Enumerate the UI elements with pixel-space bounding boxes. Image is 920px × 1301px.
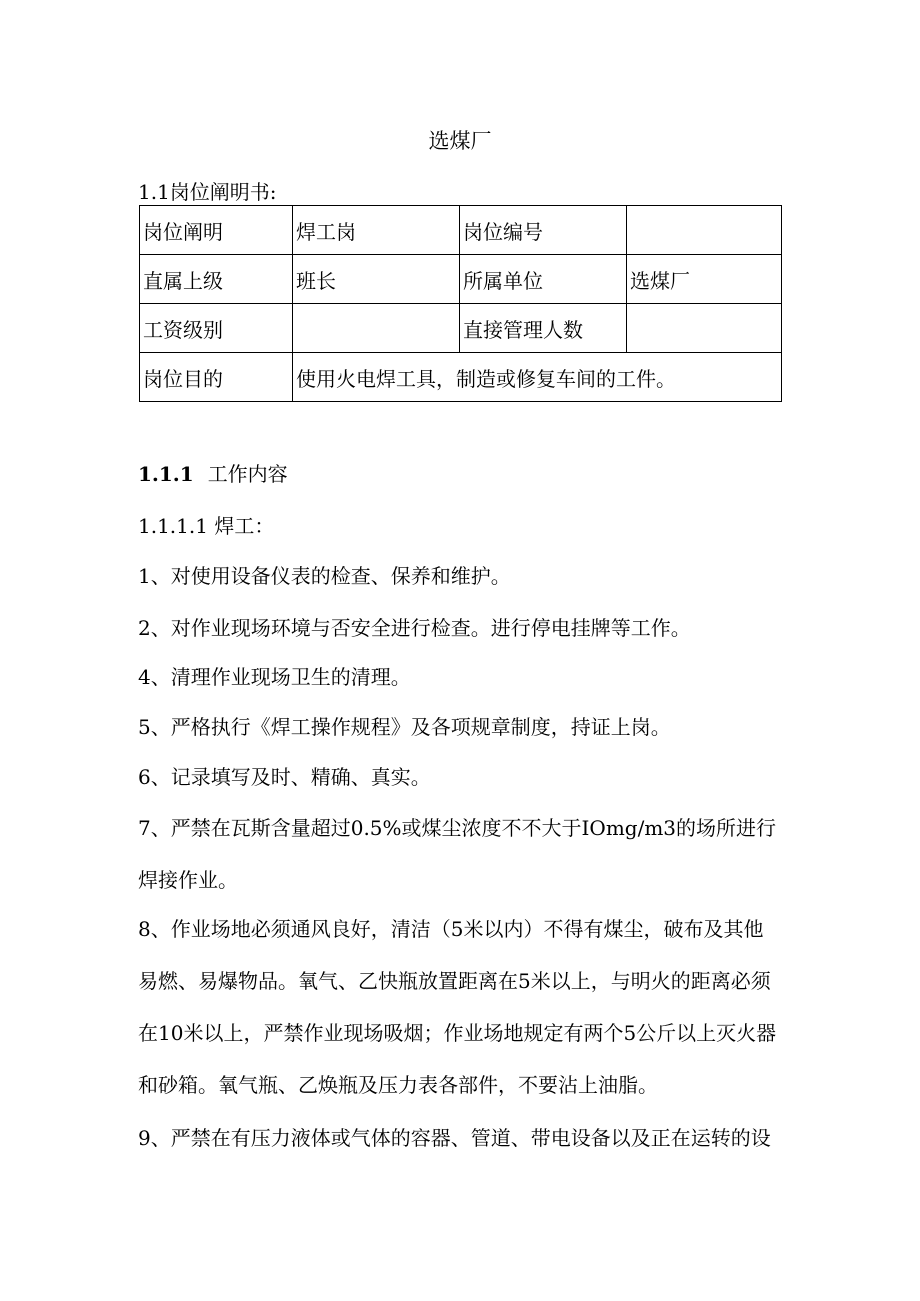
- page-title: 选煤厂: [428, 129, 492, 153]
- table-cell: 岗位阐明: [140, 206, 293, 255]
- list-item: 1、对使用设备仪表的检查、保养和维护。: [138, 564, 511, 588]
- list-item: 6、记录填写及时、精确、真实。: [138, 765, 431, 789]
- table-cell: [293, 304, 460, 353]
- table-cell: 直接管理人数: [460, 304, 627, 353]
- list-item: 4、清理作业现场卫生的清理。: [138, 665, 411, 689]
- table-row: [140, 255, 782, 304]
- list-item: 9、严禁在有压力液体或气体的容器、管道、带电设备以及正在运转的设: [138, 1126, 771, 1150]
- table-row: [140, 353, 782, 402]
- job-info-table: [139, 205, 782, 402]
- list-item: 7、严禁在瓦斯含量超过0.5%或煤尘浓度不不大于IOmg/m3的场所进行焊接作业。: [138, 816, 777, 892]
- list-item: 5、严格执行《焊工操作规程》及各项规章制度，持证上岗。: [138, 715, 671, 739]
- table-cell: 班长: [293, 255, 460, 304]
- table-cell: 岗位目的: [140, 353, 293, 402]
- heading-text: 工作内容: [207, 462, 288, 486]
- list-item: 8、作业场地必须通风良好，清洁（5米以内）不得有煤尘，破布及其他易燃、易爆物品。氧气、乙快瓶放置距离在5米以上，与明火的距离必须在10米以上，严禁作业现场吸烟；作业场地规定有两个5公斤以上灭火器和砂箱。氧气瓶、乙焕瓶及压力表各部件，不要沾上油脂。: [138, 917, 777, 1097]
- table-row: [140, 206, 782, 255]
- table-cell: 选煤厂: [627, 255, 782, 304]
- table-cell: 工资级别: [140, 304, 293, 353]
- table-cell: 直属上级: [140, 255, 293, 304]
- section-label: 1.1岗位阐明书:: [138, 180, 277, 204]
- subheading: 1.1.1.1 焊工：: [138, 514, 275, 538]
- table-cell: [627, 206, 782, 255]
- table-cell: 使用火电焊工具，制造或修复车间的工件。: [293, 353, 782, 402]
- table-cell: 所属单位: [460, 255, 627, 304]
- heading-number: 1.1.1: [138, 462, 194, 486]
- table-row: [140, 304, 782, 353]
- table-cell: [627, 304, 782, 353]
- list-item: 2、对作业现场环境与否安全进行检查。进行停电挂牌等工作。: [138, 616, 691, 640]
- section-heading: [138, 460, 288, 488]
- table-cell: 焊工岗: [293, 206, 460, 255]
- table-cell: 岗位编号: [460, 206, 627, 255]
